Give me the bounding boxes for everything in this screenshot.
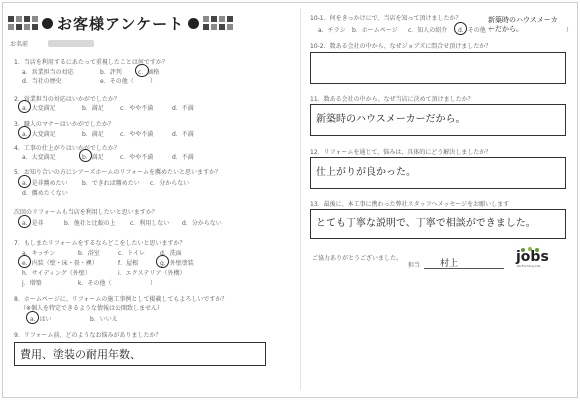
q7-opt-k[interactable]: k．その他（ — [78, 280, 112, 287]
q5-opt-b[interactable]: b．できれば薦めたい — [82, 180, 140, 187]
q7-opt-d[interactable]: d．洗面 — [160, 250, 182, 257]
header-dot-right — [188, 18, 199, 29]
name-row — [10, 39, 94, 48]
q11-answer-handwriting: 新築時のハウスメーカーだから。 — [316, 114, 466, 125]
q1-opt-e[interactable]: e．その他（ — [100, 78, 134, 85]
q10-1-answer-handwriting: 新築時のハウスメーカーだから。 — [488, 16, 558, 33]
q10-1-opt-c[interactable]: c．知人の紹介 — [408, 27, 448, 34]
page-title: お客様アンケート — [57, 14, 185, 33]
q10-1-text: 10-1．何をきっかけにで、当店を知って頂けましたか？ — [310, 15, 462, 22]
name-redacted — [48, 40, 94, 47]
q3-opt-d[interactable]: d．不満 — [172, 131, 194, 138]
q5-opt-c[interactable]: c．分からない — [150, 180, 190, 187]
q6-opt-c[interactable]: c．利用しない — [130, 220, 170, 227]
q11-text: 11．数ある会社の中から、なぜ当店に決めて頂けましたか？ — [310, 96, 474, 103]
q6-opt-b[interactable]: b．他社と比較の上 — [64, 220, 116, 227]
q1-opt-d[interactable]: d．当社の歴史 — [22, 78, 62, 85]
q7-opt-c[interactable]: c．トイレ — [118, 250, 145, 257]
q4-opt-c[interactable]: c．やや不満 — [120, 154, 154, 161]
q2-text: 2．営業担当の対応はいかがでしたか？ — [14, 96, 120, 103]
q4-answer-circle — [79, 149, 92, 162]
staff-signature-line — [424, 268, 504, 269]
q5-answer-circle — [18, 175, 31, 188]
q6-opt-d[interactable]: d．分からない — [182, 220, 222, 227]
q4-opt-d[interactable]: d．不満 — [172, 154, 194, 161]
thanks-text: ご協力ありがとうございました。 — [312, 255, 403, 262]
q4-opt-b[interactable]: b．満足 — [82, 154, 104, 161]
q7-opt-j[interactable]: j．増築 — [22, 280, 42, 287]
q2-opt-d[interactable]: d．不満 — [172, 105, 194, 112]
q4-text: 4．工事の仕上がりはいかがでしたか？ — [14, 145, 120, 152]
q8-opt-b[interactable]: b．いいえ — [90, 316, 118, 323]
q5-opt-d[interactable]: d．薦めたくない — [22, 190, 68, 197]
q12-text: 12．リフォームを通じて、悩みは、具体的にどう解決しましたか？ — [310, 149, 492, 156]
staff-label: 担当 — [408, 262, 421, 269]
q2-opt-a[interactable]: a．大変満足 — [22, 105, 56, 112]
q9-text: 9．リフォーム前、どのようなお悩みがありましたか？ — [14, 332, 162, 339]
q10-1-answer-circle — [454, 22, 467, 35]
staff-name-handwriting: 村上 — [440, 259, 459, 269]
q9-answer-handwriting: 費用、塗装の耐用年数、 — [20, 348, 141, 361]
q1-answer-circle — [135, 64, 149, 77]
q10-1-opt-d-close: ） — [566, 27, 573, 34]
q7-opt-g[interactable]: g．外壁塗装 — [160, 260, 194, 267]
jobs-logo — [516, 246, 560, 268]
header-squares-left — [8, 16, 38, 30]
q10-1-opt-a[interactable]: a．チラシ — [318, 27, 346, 34]
q7-opt-b[interactable]: b．浴室 — [78, 250, 100, 257]
q2-answer-circle — [18, 100, 31, 113]
header-dot-left — [42, 18, 53, 29]
survey-header — [8, 12, 298, 34]
q1-opt-a[interactable]: a．営業担当の対応 — [22, 69, 74, 76]
q2-opt-c[interactable]: c．やや不満 — [120, 105, 154, 112]
q7-text: 7．もしまたリフォームをするならどこをしたいと思いますか？ — [14, 240, 186, 247]
q7-opt-i[interactable]: i．エクステリア（外構） — [118, 270, 186, 277]
q6-answer-circle — [18, 215, 31, 228]
q10-1-opt-d[interactable]: d．その他（ — [458, 27, 492, 34]
logo-text: jobs — [516, 249, 549, 265]
q8-subtext: （※個人を特定できるような情報は公開致しません） — [20, 305, 164, 312]
q3-text: 3．職人のマナーはいかがでしたか？ — [14, 121, 114, 128]
q7-answer-circle-e — [18, 255, 31, 268]
q1-opt-e-close: ） — [150, 78, 157, 85]
q6-opt-a[interactable]: a．是非 — [22, 220, 44, 227]
q7-opt-a[interactable]: a．キッチン — [22, 250, 56, 257]
q1-opt-c[interactable]: c．価格 — [138, 69, 160, 76]
q8-answer-circle — [26, 311, 39, 324]
q4-opt-a[interactable]: a．大変満足 — [22, 154, 56, 161]
q10-2-answer-box[interactable] — [310, 52, 566, 84]
q10-2-text: 10-2．数ある会社の中から、なぜジョブズに問合せ頂けましたか？ — [310, 43, 492, 50]
q3-opt-c[interactable]: c．やや不満 — [120, 131, 154, 138]
q7-opt-f[interactable]: f．屋根 — [118, 260, 139, 267]
q5-text: 5．お知り合いの方にシアーズホームのリフォームを薦めたいと思いますか？ — [14, 169, 222, 176]
q13-answer-handwriting: とても丁寧な説明で、丁寧で相談ができました。 — [316, 218, 536, 229]
q7-answer-circle-g — [156, 255, 169, 268]
q3-opt-b[interactable]: b．満足 — [82, 131, 104, 138]
header-squares-right — [203, 16, 233, 30]
q8-opt-a[interactable]: a．はい — [30, 316, 52, 323]
q3-answer-circle — [18, 126, 31, 139]
logo-subtext: Re:Forming Life — [517, 264, 541, 268]
q10-1-opt-b[interactable]: b．ホームページ — [352, 27, 398, 34]
q7-opt-h[interactable]: h．サイディング（外壁） — [22, 270, 91, 277]
q6-text: 次回のリフォームも当店を利用したいと思いますか？ — [14, 209, 158, 216]
q7-opt-k-close: ） — [150, 280, 157, 287]
column-divider — [300, 8, 301, 390]
name-label: お名前 — [10, 41, 29, 48]
q7-opt-e[interactable]: e．内装（壁・床・畳・襖） — [22, 260, 98, 267]
q1-text: 1．当店を利用するにあたって重視したことは何ですか？ — [14, 59, 168, 66]
q5-opt-a[interactable]: a．是非薦めたい — [22, 180, 68, 187]
q1-opt-b[interactable]: b．評判 — [100, 69, 122, 76]
q3-opt-a[interactable]: a．大変満足 — [22, 131, 56, 138]
q8-text: 8．ホームページに、リフォームの施工事例として掲載してもよろしいですか？ — [14, 296, 228, 303]
q2-opt-b[interactable]: b．満足 — [82, 105, 104, 112]
q13-text: 13．最後に、本工事に携わった弊社スタッフへメッセージをお願いします — [310, 201, 510, 208]
q12-answer-handwriting: 仕上がりが良かった。 — [316, 167, 416, 178]
